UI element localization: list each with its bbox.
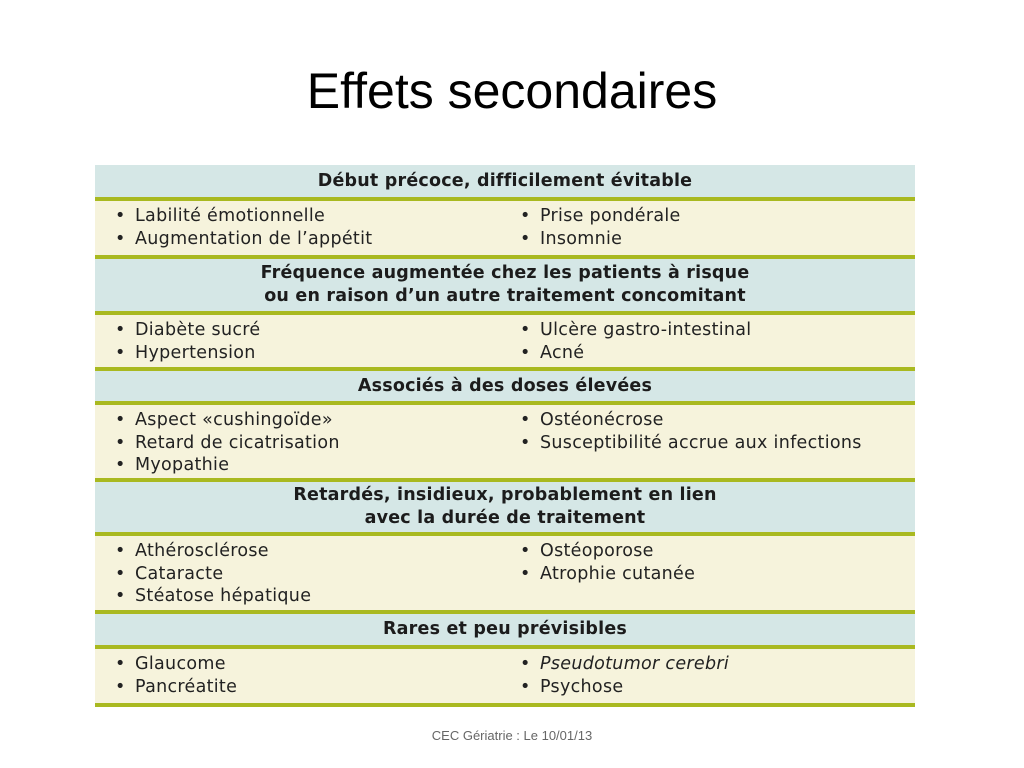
bullet-icon: • — [115, 342, 126, 363]
bullet-icon: • — [520, 676, 531, 697]
section-body — [95, 201, 915, 259]
section-body — [95, 405, 915, 482]
list-item-text: Aspect «cushingoïde» — [135, 410, 333, 430]
list-item-text: Prise pondérale — [540, 206, 681, 226]
list-item — [520, 563, 915, 586]
section-header — [95, 482, 915, 536]
bullet-icon: • — [520, 410, 531, 430]
list-item-text: Acné — [540, 342, 585, 363]
right-column — [520, 319, 915, 367]
bullet-icon: • — [115, 432, 126, 453]
bullet-icon: • — [520, 563, 531, 584]
bullet-icon: • — [520, 320, 531, 340]
list-item-text: Labilité émotionnelle — [135, 206, 326, 226]
left-column — [95, 653, 520, 703]
bullet-icon: • — [115, 410, 126, 430]
section-header-line: avec la durée de traitement — [364, 508, 646, 528]
list-item-text: Ostéonécrose — [540, 410, 664, 430]
list-item — [115, 540, 520, 563]
list-item-text: Cataracte — [135, 563, 224, 584]
list-item-text: Hypertension — [135, 342, 256, 363]
bullet-icon: • — [520, 342, 531, 363]
list-item-text: Augmentation de l’appétit — [135, 228, 373, 249]
right-column — [520, 540, 915, 610]
list-item-text: Myopathie — [135, 455, 230, 475]
section-body — [95, 536, 915, 614]
section-header — [95, 165, 915, 201]
list-item — [115, 432, 520, 455]
list-item — [115, 342, 520, 365]
list-item-text: Diabète sucré — [135, 320, 261, 340]
list-item — [115, 585, 520, 608]
list-item-text: Stéatose hépatique — [135, 586, 312, 606]
list-item-text: Atrophie cutanée — [540, 563, 696, 584]
list-item — [115, 205, 520, 228]
list-item — [520, 653, 915, 676]
bullet-icon: • — [115, 320, 126, 340]
section-header — [95, 259, 915, 315]
section-header-line: Rares et peu prévisibles — [382, 619, 628, 639]
right-column — [520, 205, 915, 255]
list-item-text: Pseudotumor cerebri — [540, 654, 730, 674]
list-item — [520, 342, 915, 365]
section-body — [95, 315, 915, 371]
section-header — [95, 371, 915, 405]
right-column — [520, 409, 915, 478]
list-item-text: Glaucome — [135, 654, 226, 674]
bullet-icon: • — [115, 676, 126, 697]
list-item-text: Ulcère gastro-intestinal — [540, 320, 752, 340]
bullet-icon: • — [115, 654, 126, 674]
bullet-icon: • — [115, 206, 126, 226]
left-column — [95, 540, 520, 610]
list-item — [115, 319, 520, 342]
list-item — [520, 676, 915, 699]
list-item — [520, 540, 915, 563]
list-item — [115, 563, 520, 586]
bullet-icon: • — [520, 206, 531, 226]
list-item-text: Susceptibilité accrue aux infections — [540, 432, 862, 453]
table-rows — [95, 165, 915, 707]
list-item — [115, 653, 520, 676]
bullet-icon: • — [115, 228, 126, 249]
slide-title: Effets secondaires — [306, 63, 718, 119]
list-item-text: Athérosclérose — [135, 541, 269, 561]
list-item — [115, 676, 520, 699]
left-column — [95, 319, 520, 367]
right-column — [520, 653, 915, 703]
section-header — [95, 614, 915, 649]
section-header-line: Début précoce, difficilement évitable — [317, 170, 693, 191]
left-column — [95, 409, 520, 478]
slide-footer: CEC Gériatrie : Le 10/01/13 — [431, 728, 593, 743]
bullet-icon: • — [520, 541, 531, 561]
list-item-text: Insomnie — [540, 228, 623, 249]
list-item — [115, 454, 520, 477]
list-item — [115, 228, 520, 251]
list-item — [520, 409, 915, 432]
list-item — [520, 205, 915, 228]
bullet-icon: • — [520, 654, 531, 674]
side-effects-table — [95, 165, 915, 707]
list-item-text: Retard de cicatrisation — [135, 432, 340, 453]
list-item-text: Pancréatite — [135, 676, 238, 697]
bullet-icon: • — [115, 541, 126, 561]
bullet-icon: • — [115, 455, 126, 475]
bullet-icon: • — [520, 228, 531, 249]
list-item — [520, 432, 915, 455]
list-item — [115, 409, 520, 432]
section-header-line: Retardés, insidieux, probablement en lien — [293, 485, 717, 505]
section-header-line: ou en raison d’un autre traitement concomitant — [264, 286, 746, 306]
section-header-line: Fréquence augmentée chez les patients à risque — [260, 263, 750, 283]
bullet-icon: • — [115, 586, 126, 606]
bullet-icon: • — [520, 432, 531, 453]
bullet-icon: • — [115, 563, 126, 584]
list-item — [520, 319, 915, 342]
section-body — [95, 649, 915, 707]
left-column — [95, 205, 520, 255]
list-item-text: Ostéoporose — [540, 541, 654, 561]
list-item-text: Psychose — [540, 676, 624, 697]
section-header-line: Associés à des doses élevées — [357, 375, 653, 396]
list-item — [520, 228, 915, 251]
